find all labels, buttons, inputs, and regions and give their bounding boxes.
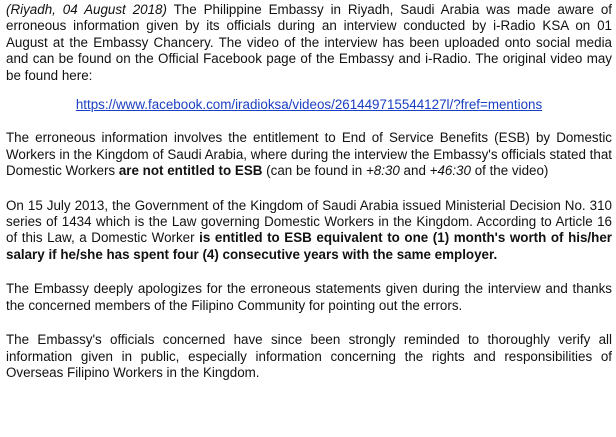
intro-text: The Philippine Embassy in Riyadh, Saudi Arabia was made aware of erroneous information given by its officials during an interview conducted by i-Radio KSA on 01 August at the Embassy Chancery. The video of the interview has been uploaded onto social media and can be found on the Official Facebook page of the Embassy and i-Radio. The original video may be found here:: [6, 2, 612, 83]
dateline: (Riyadh, 04 August 2018): [6, 2, 167, 17]
erroneous-info-paragraph: [6, 130, 612, 179]
erroneous-info-end: of the video): [470, 163, 549, 179]
facebook-video-link[interactable]: https://www.facebook.com/iradioksa/videos/261449715544127l/?fref=mentions: [75, 97, 543, 113]
not-entitled-emphasis: are not entitled to ESB: [118, 163, 263, 179]
apology-paragraph: The Embassy deeply apologizes for the erroneous statements given during the interview and thanks the concerned members of the Filipino Community for pointing out the errors.: [6, 281, 612, 313]
intro-paragraph: [6, 2, 612, 84]
erroneous-info-text-cont: (can be found in: [262, 163, 366, 179]
erroneous-info-text: The erroneous information involves the entitlement to End of Service Benefits (ESB) by Domestic Workers in the Kingdom of Saudi Arabia, where during the interview the Embassy's officials stated that Domestic Workers: [6, 130, 612, 179]
erroneous-info-and: and: [399, 163, 430, 179]
law-text: On 15 July 2013, the Government of the Kingdom of Saudi Arabia issued Ministerial Decision No. 310 series of 1434 which is the Law governing Domestic Workers in the Kingdom. According to Article 16 of this Law, a Domestic Worker: [6, 197, 612, 246]
press-release-document: [6, 2, 612, 399]
video-timestamp-2: +46:30: [429, 163, 471, 179]
video-link-line: [6, 97, 612, 113]
law-paragraph: [6, 198, 612, 264]
reminder-paragraph: The Embassy's officials concerned have since been strongly reminded to thoroughly verify all information given in public, especially information concerning the rights and responsibilities of Overseas Filipino Workers in the Kingdom.: [6, 332, 612, 380]
video-timestamp-1: +8:30: [365, 163, 400, 179]
entitled-emphasis: is entitled to ESB equivalent to one (1) month's worth of his/her salary if he/she has spent four (4) consecutive years with the same employer.: [6, 230, 612, 262]
